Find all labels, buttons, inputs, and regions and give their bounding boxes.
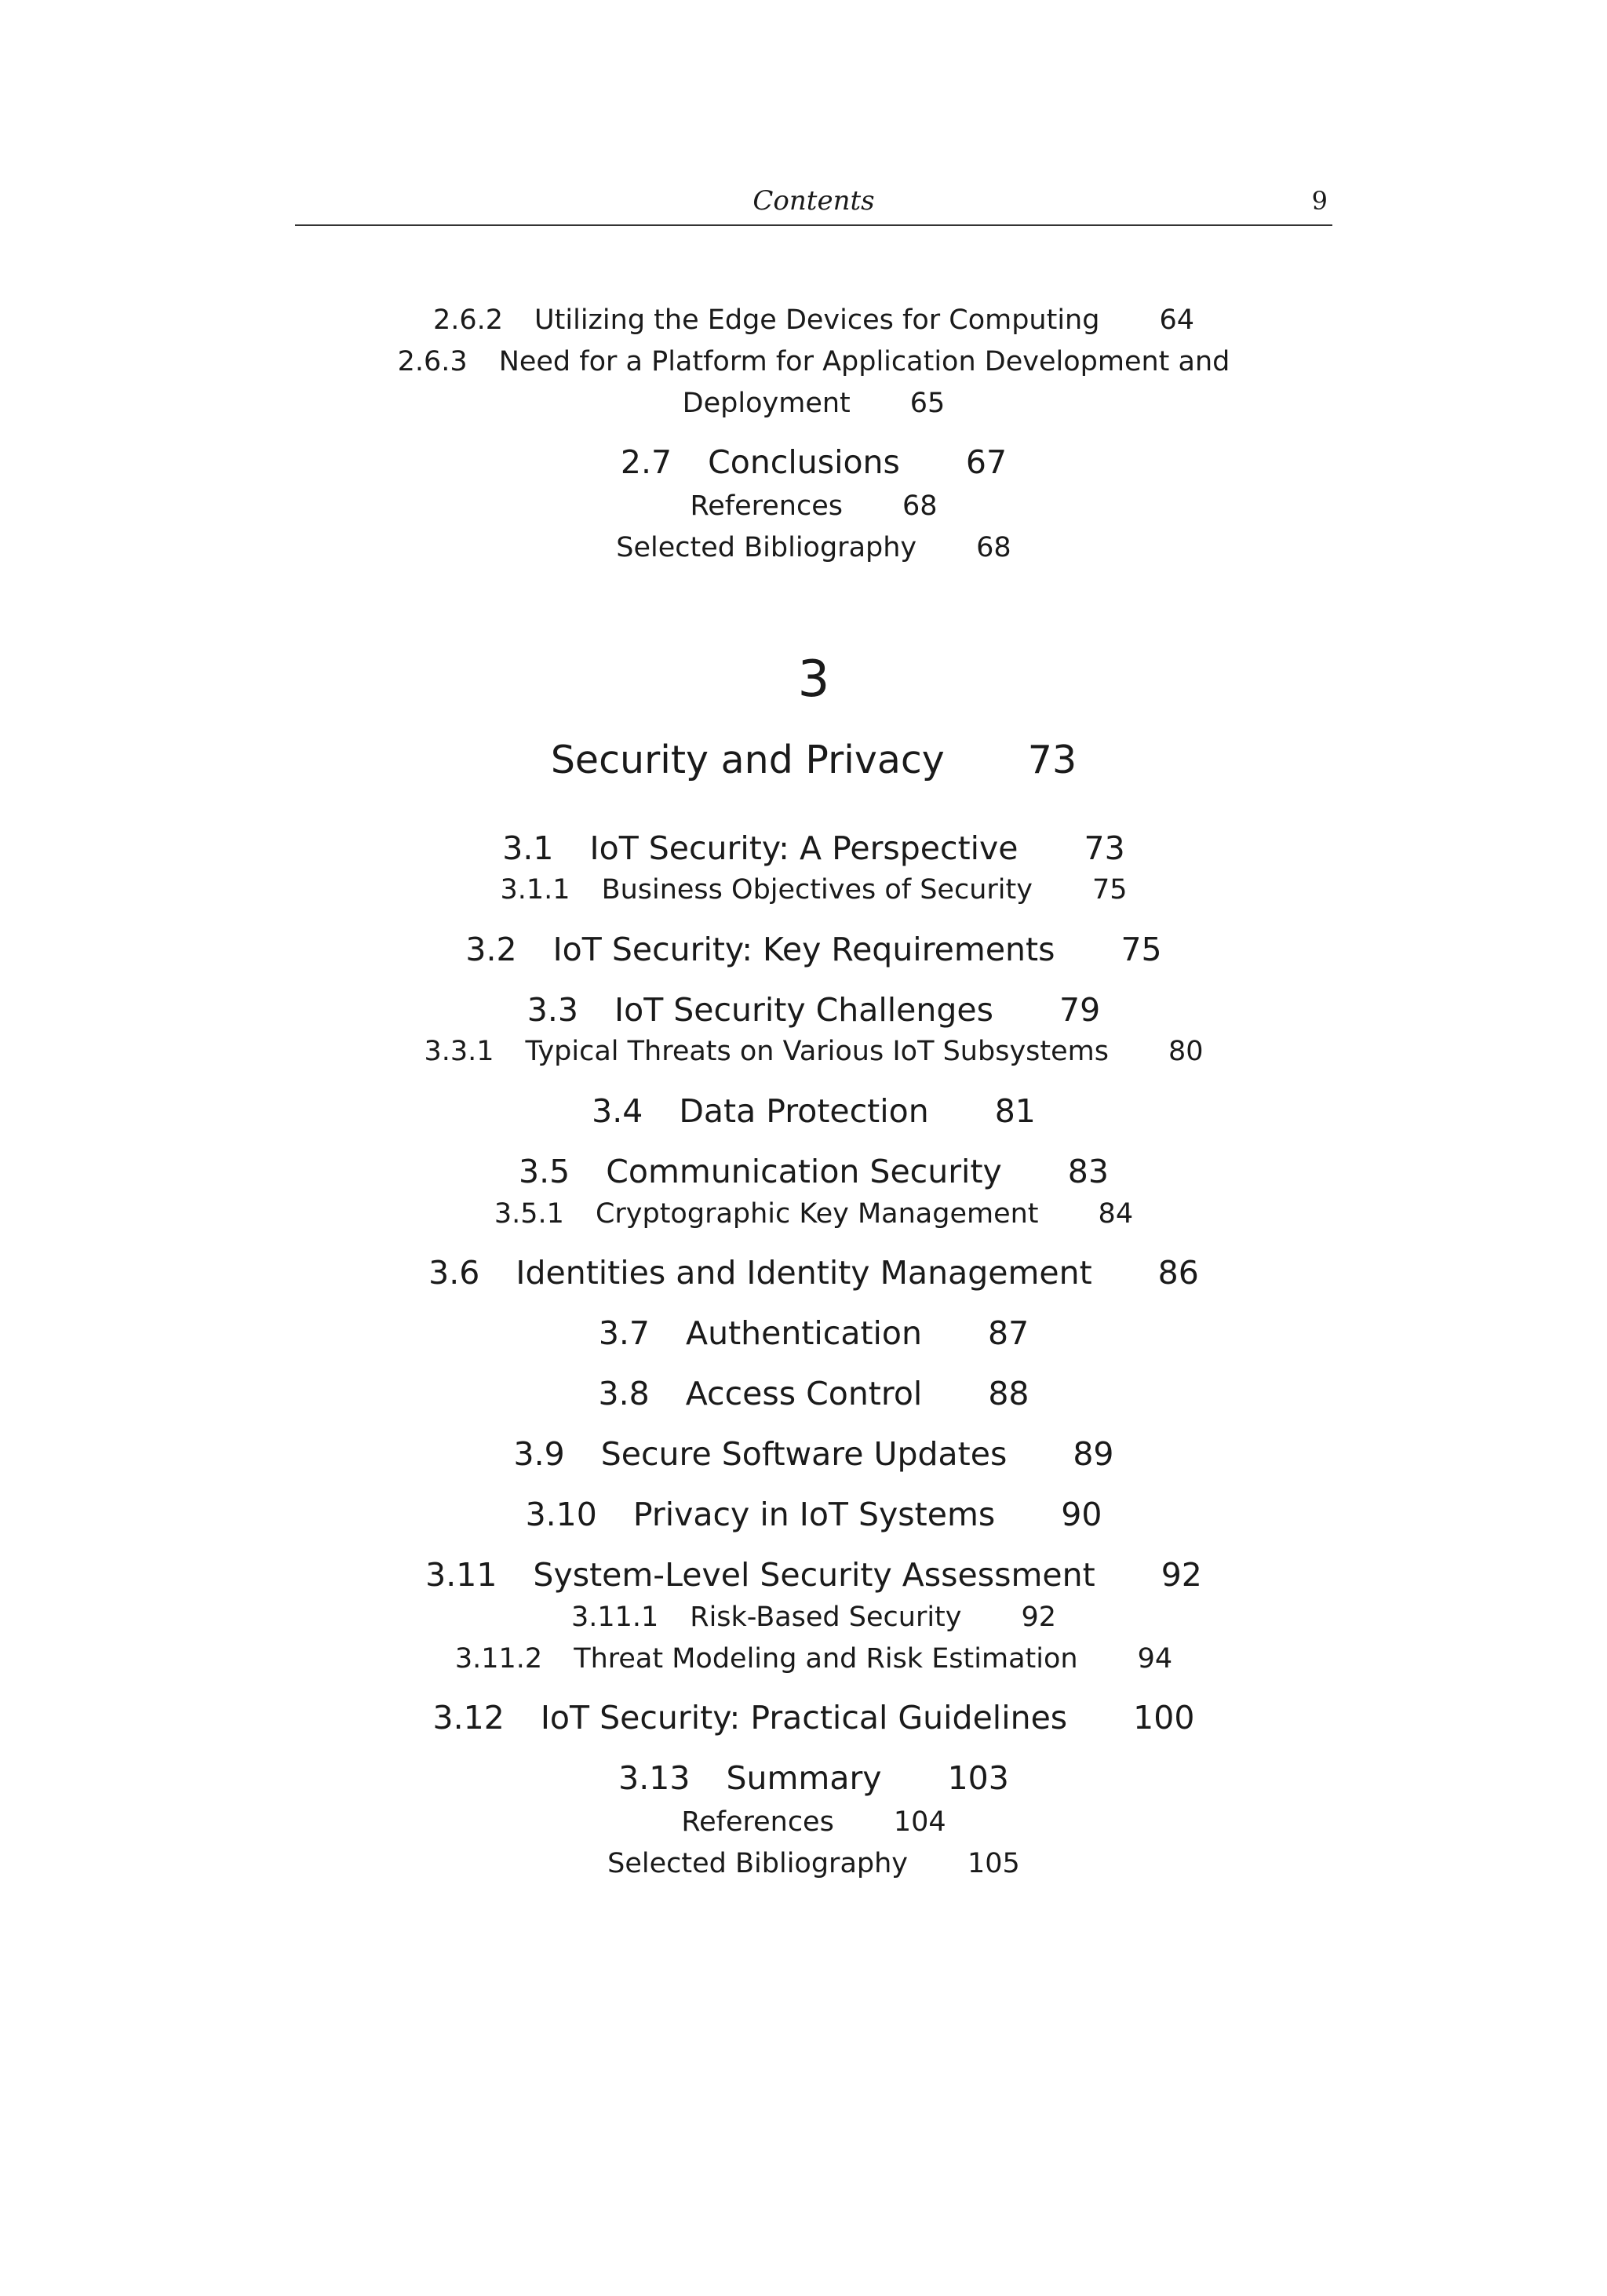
toc-entry-3-6[interactable] — [295, 1254, 1332, 1292]
toc-entry-page: 100 — [1133, 1699, 1195, 1737]
toc-entry-page: 68 — [902, 490, 938, 522]
toc-entry-2-6-3-continuation[interactable] — [295, 388, 1332, 419]
toc-entry-title: Communication Security — [606, 1153, 1002, 1190]
toc-entry-number: 3.3 — [527, 991, 579, 1029]
toc-entry-3-3[interactable] — [295, 991, 1332, 1029]
chapter-page: 73 — [1027, 738, 1077, 782]
toc-entry-title: Selected Bibliography — [616, 532, 917, 563]
toc-entry-page: 90 — [1061, 1496, 1102, 1533]
toc-entry-number: 2.6.2 — [432, 304, 504, 336]
toc-entry-3-1-1[interactable] — [295, 874, 1332, 906]
toc-entry-title: System-Level Security Assessment — [533, 1556, 1095, 1594]
toc-entry-page: 73 — [1084, 829, 1125, 867]
toc-entry-title: Access Control — [685, 1375, 923, 1412]
toc-entry-page: 81 — [994, 1092, 1036, 1130]
toc-entry-title: Summary — [726, 1759, 882, 1797]
toc-entry-title: Authentication — [686, 1314, 923, 1352]
toc-entry-page: 64 — [1159, 304, 1194, 336]
chapter-title-text: Security and Privacy — [550, 738, 945, 782]
toc-entry-page: 89 — [1073, 1435, 1114, 1473]
toc-entry-title: Threat Modeling and Risk Estimation — [574, 1643, 1078, 1675]
toc-entry-page: 103 — [947, 1759, 1009, 1797]
toc-entry-page: 68 — [976, 532, 1011, 563]
toc-entry-3-5-1[interactable] — [295, 1198, 1332, 1230]
toc-entry-3-11-1[interactable] — [295, 1602, 1332, 1633]
toc-entry-title: References — [690, 490, 843, 522]
toc-entry-page: 75 — [1091, 874, 1128, 906]
toc-entry-number: 2.7 — [620, 443, 672, 481]
toc-entry-title: Business Objectives of Security — [601, 874, 1033, 906]
toc-entry-3-3-1[interactable] — [295, 1036, 1332, 1067]
toc-entry-number: 3.1 — [502, 829, 554, 867]
toc-entry-3-13[interactable] — [295, 1759, 1332, 1797]
toc-entry-references[interactable] — [295, 1806, 1332, 1838]
toc-entry-title: Need for a Platform for Application Development and — [498, 346, 1230, 377]
toc-entry-selected-bibliography[interactable] — [295, 532, 1332, 563]
chapter-title[interactable] — [295, 738, 1332, 783]
toc-entry-page: 67 — [965, 443, 1008, 481]
toc-entry-title: Data Protection — [679, 1092, 929, 1130]
toc-entry-page: 105 — [967, 1848, 1020, 1879]
toc-entry-title: Utilizing the Edge Devices for Computing — [534, 304, 1100, 336]
toc-entry-page: 92 — [1161, 1556, 1202, 1594]
running-title: Contents — [752, 185, 875, 217]
toc-entry-title: Deployment — [682, 388, 851, 419]
toc-entry-page: 87 — [988, 1314, 1029, 1352]
toc-entry-3-7[interactable] — [295, 1314, 1332, 1352]
toc-entry-title: References — [681, 1806, 834, 1838]
toc-entry-number: 3.6 — [428, 1254, 480, 1292]
toc-entry-3-11[interactable] — [295, 1556, 1332, 1594]
toc-entry-number: 3.9 — [513, 1435, 565, 1473]
toc-entry-page: 86 — [1157, 1254, 1199, 1292]
toc-entry-number: 3.1.1 — [500, 874, 570, 906]
toc-entry-3-11-2[interactable] — [295, 1643, 1332, 1675]
toc-entry-title: IoT Security: A Perspective — [589, 829, 1018, 867]
chapter-number — [295, 651, 1332, 708]
toc-entry-3-4[interactable] — [295, 1092, 1332, 1130]
toc-entry-title: Typical Threats on Various IoT Subsystems — [525, 1036, 1109, 1067]
toc-entry-title: Cryptographic Key Management — [595, 1198, 1039, 1230]
toc-entry-3-2[interactable] — [295, 931, 1332, 968]
toc-entry-number: 3.5.1 — [494, 1198, 564, 1230]
toc-entry-2-7[interactable] — [295, 443, 1332, 481]
toc-entry-title: Secure Software Updates — [600, 1435, 1008, 1473]
toc-entry-number: 3.11 — [425, 1556, 497, 1594]
toc-entry-number: 3.10 — [525, 1496, 597, 1533]
toc-entry-title: Conclusions — [708, 443, 900, 481]
toc-entry-title: IoT Security: Practical Guidelines — [540, 1699, 1068, 1737]
toc-entry-number: 3.11.2 — [454, 1643, 543, 1675]
toc-entry-number: 3.13 — [618, 1759, 691, 1797]
toc-entry-title: Identities and Identity Management — [516, 1254, 1092, 1292]
toc-entry-number: 2.6.3 — [397, 346, 468, 377]
toc-entry-title: IoT Security Challenges — [614, 991, 994, 1029]
toc-entry-number: 3.11.1 — [570, 1602, 659, 1633]
toc-entry-number: 3.12 — [432, 1699, 505, 1737]
toc-entry-title: Selected Bibliography — [607, 1848, 909, 1879]
toc-entry-number: 3.7 — [598, 1314, 650, 1352]
toc-entry-3-5[interactable] — [295, 1153, 1332, 1190]
toc-entry-page: 104 — [893, 1806, 946, 1838]
toc-entry-page: 88 — [988, 1375, 1029, 1412]
toc-entry-page: 94 — [1137, 1643, 1173, 1675]
page-number: 9 — [1311, 186, 1328, 216]
toc-entry-2-6-3[interactable] — [295, 346, 1332, 377]
toc-entry-page: 79 — [1059, 991, 1101, 1029]
toc-entry-references[interactable] — [295, 490, 1332, 522]
toc-entry-page: 83 — [1067, 1153, 1109, 1190]
toc-entry-page: 84 — [1098, 1198, 1134, 1230]
toc-entry-title: Privacy in IoT Systems — [632, 1496, 996, 1533]
toc-entry-page: 80 — [1168, 1036, 1204, 1067]
toc-entry-number: 3.5 — [519, 1153, 570, 1190]
toc-entry-page: 65 — [909, 388, 946, 419]
toc-entry-number: 3.3.1 — [424, 1036, 494, 1067]
toc-entry-2-6-2[interactable] — [295, 304, 1332, 336]
toc-entry-page: 92 — [1021, 1602, 1057, 1633]
toc-entry-page: 75 — [1121, 931, 1162, 968]
toc-entry-3-1[interactable] — [295, 829, 1332, 867]
toc-entry-3-8[interactable] — [295, 1375, 1332, 1412]
toc-entry-3-12[interactable] — [295, 1699, 1332, 1737]
toc-entry-title: Risk-Based Security — [690, 1602, 962, 1633]
chapter-number-text: 3 — [797, 651, 830, 709]
toc-entry-title: IoT Security: Key Requirements — [552, 931, 1055, 968]
toc-entry-3-9[interactable] — [295, 1435, 1332, 1473]
toc-entry-number: 3.4 — [592, 1092, 643, 1130]
toc-entry-selected-bibliography[interactable] — [295, 1848, 1332, 1879]
toc-entry-number: 3.2 — [465, 931, 517, 968]
toc-entry-number: 3.8 — [598, 1375, 650, 1412]
toc-entry-3-10[interactable] — [295, 1496, 1332, 1533]
page-header — [295, 184, 1332, 226]
